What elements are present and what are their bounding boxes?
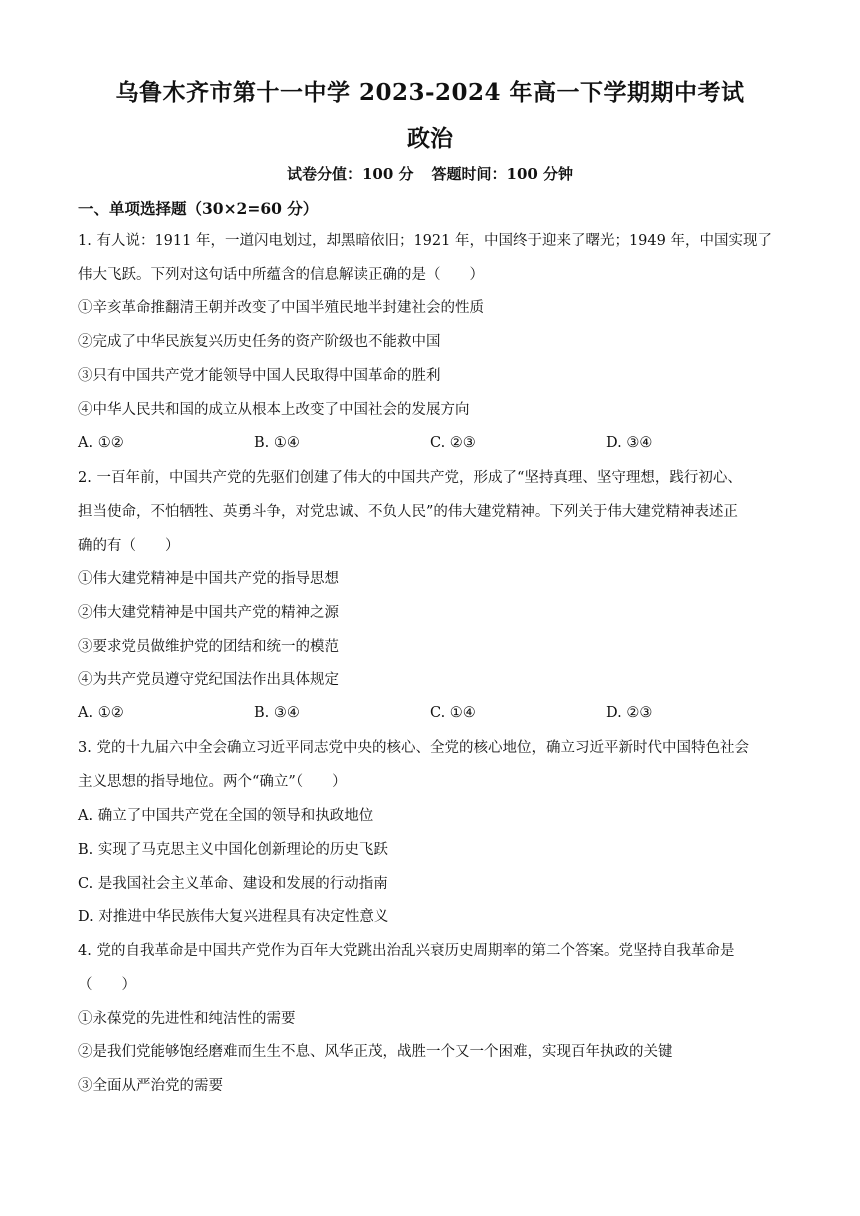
q1-stem-line: 1. 有人说：1911 年，一道闪电划过，却黑暗依旧；1921 年，中国终于迎来了曙光；1949 年，中国实现了 xyxy=(78,233,772,249)
exam-meta xyxy=(0,163,860,184)
q4-stem-line: （ ） xyxy=(78,977,136,993)
q2-statement: ②伟大建党精神是中国共产党的精神之源 xyxy=(78,605,339,621)
q3-stem-line: 主义思想的指导地位。两个“确立”（ ） xyxy=(78,774,347,790)
q1-statement: ③只有中国共产党才能领导中国人民取得中国革命的胜利 xyxy=(78,368,441,384)
q4-stem-line: 4. 党的自我革命是中国共产党作为百年大党跳出治乱兴衰历史周期率的第二个答案。党坚持自我革命是 xyxy=(78,943,735,959)
q2-stem-line: 确的有（ ） xyxy=(78,538,180,554)
q2-statement: ①伟大建党精神是中国共产党的指导思想 xyxy=(78,571,339,587)
score-info: 试卷分值：100 分 xyxy=(286,165,414,183)
q2-stem-line: 2. 一百年前，中国共产党的先驱们创建了伟大的中国共产党，形成了“坚持真理、坚守理想，践行初心、 xyxy=(78,470,742,486)
q1-option-a: A. ①② xyxy=(78,435,124,451)
q3-option-a: A. 确立了中国共产党在全国的领导和执政地位 xyxy=(78,808,374,824)
q3-option-c: C. 是我国社会主义革命、建设和发展的行动指南 xyxy=(78,876,388,892)
q1-option-b: B. ①④ xyxy=(254,435,300,451)
q1-stem-line: 伟大飞跃。下列对这句话中所蕴含的信息解读正确的是（ ） xyxy=(78,267,484,283)
q2-option-c: C. ①④ xyxy=(430,705,476,721)
q1-option-c: C. ②③ xyxy=(430,435,476,451)
q1-statement: ①辛亥革命推翻清王朝并改变了中国半殖民地半封建社会的性质 xyxy=(78,300,484,316)
q2-statement: ③要求党员做维护党的团结和统一的模范 xyxy=(78,639,339,655)
q4-statement: ①永葆党的先进性和纯洁性的需要 xyxy=(78,1011,296,1027)
section-heading: 一、单项选择题（30×2=60 分） xyxy=(78,199,319,218)
q1-statement: ②完成了中华民族复兴历史任务的资产阶级也不能救中国 xyxy=(78,334,441,350)
q2-stem-line: 担当使命，不怕牺牲、英勇斗争，对党忠诚、不负人民”的伟大建党精神。下列关于伟大建党精神表述正 xyxy=(78,504,738,520)
q4-statement: ②是我们党能够饱经磨难而生生不息、风华正茂，战胜一个又一个困难，实现百年执政的关键 xyxy=(78,1044,673,1060)
q3-option-b: B. 实现了马克思主义中国化创新理论的历史飞跃 xyxy=(78,842,388,858)
exam-title: 乌鲁木齐市第十一中学 2023-2024 年高一下学期期中考试 xyxy=(115,79,745,106)
time-info: 答题时间：100 分钟 xyxy=(431,165,574,183)
q2-option-a: A. ①② xyxy=(78,705,124,721)
q1-option-d: D. ③④ xyxy=(606,435,653,451)
q2-option-d: D. ②③ xyxy=(606,705,653,721)
q2-statement: ④为共产党员遵守党纪国法作出具体规定 xyxy=(78,672,339,688)
q2-option-b: B. ③④ xyxy=(254,705,300,721)
q1-statement: ④中华人民共和国的成立从根本上改变了中国社会的发展方向 xyxy=(78,402,470,418)
exam-subject: 政治 xyxy=(407,125,453,152)
q4-statement: ③全面从严治党的需要 xyxy=(78,1078,223,1094)
q3-stem-line: 3. 党的十九届六中全会确立习近平同志党中央的核心、全党的核心地位，确立习近平新时代中国特色社会 xyxy=(78,740,749,756)
q3-option-d: D. 对推进中华民族伟大复兴进程具有决定性意义 xyxy=(78,909,389,925)
